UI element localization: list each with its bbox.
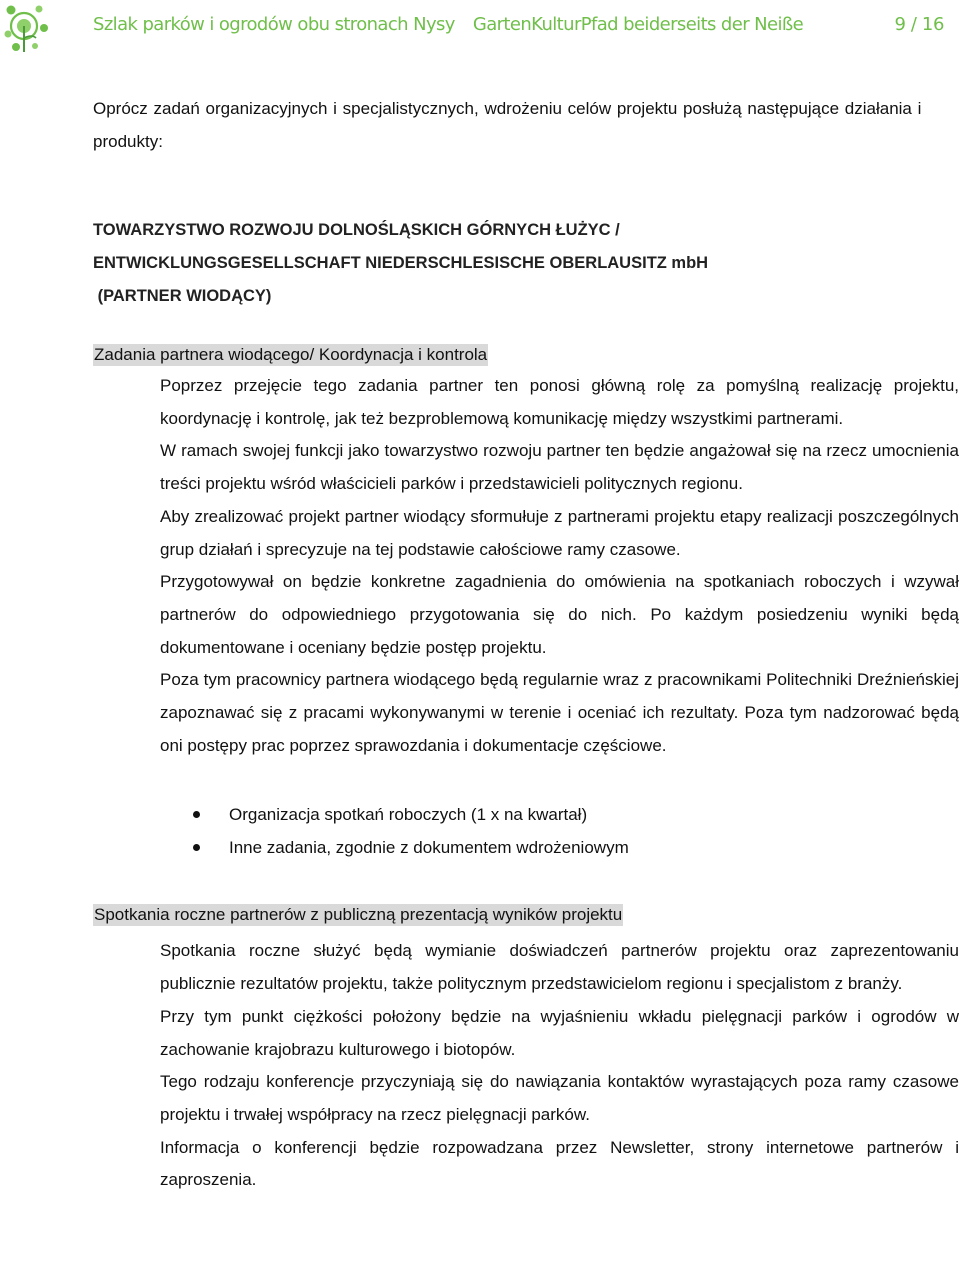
- list-item-text: Organizacja spotkań roboczych (1 x na kwartał): [229, 805, 588, 825]
- task-bullet-list: [93, 798, 959, 864]
- park-logo-icon: [2, 2, 50, 54]
- document-body: [93, 92, 959, 1197]
- paragraph: Poprzez przejęcie tego zadania partner ten ponosi główną rolę za pomyślną realizację projektu, koordynację i kontrolę, jak też bezproblemową komunikację między wszystkimi partnerami.: [160, 376, 959, 428]
- organization-line-1: TOWARZYSTWO ROZWOJU DOLNOŚLĄSKICH GÓRNYCH ŁUŻYC /: [93, 221, 620, 239]
- bullet-icon: [193, 811, 200, 818]
- organization-line-2: ENTWICKLUNGSGESELLSCHAFT NIEDERSCHLESISCHE OBERLAUSITZ mbH: [93, 254, 709, 272]
- paragraph: Przygotowywał on będzie konkretne zagadnienia do omówienia na spotkaniach roboczych i wzywał partnerów do odpowiedniego przygotowania się do nich. Po każdym posiedzeniu wyniki będą dokumentowane i oceniany będzie postęp projektu.: [160, 572, 959, 657]
- list-item: [93, 798, 959, 831]
- header-title: [93, 14, 803, 35]
- header-title-de: GartenKulturPfad beiderseits der Neiße: [472, 14, 804, 35]
- page-number: 9 / 16: [894, 14, 944, 35]
- section-annual-meetings-text: [160, 935, 959, 1197]
- section-coordination-text: [160, 370, 959, 762]
- paragraph: Aby zrealizować projekt partner wiodący sformułuje z partnerami projektu etapy realizacji poszczególnych grup działań i sprecyzuje na tej podstawie całościowe ramy czasowe.: [160, 506, 959, 559]
- page-header: [0, 0, 960, 56]
- bullet-icon: [193, 844, 200, 851]
- section-heading-annual-meetings: Spotkania roczne partnerów z publiczną prezentacją wyników projektu: [94, 905, 623, 925]
- paragraph: Spotkania roczne służyć będą wymianie doświadczeń partnerów projektu oraz zaprezentowaniu publicznie rezultatów projektu, także politycznym przedstawicielom regionu i specjalistom z branży.: [160, 941, 959, 994]
- paragraph: Informacja o konferencji będzie rozpowadzana przez Newsletter, strony internetowe partnerów i zaproszenia.: [160, 1137, 959, 1190]
- paragraph: Poza tym pracownicy partnera wiodącego będą regularnie wraz z pracownikami Politechniki Dreźnieńskiej zapoznawać się z pracami wykonywanymi w terenie i oceniać ich rezultaty. Poza tym nadzorować będą oni postępy prac poprzez sprawozdania i dokumentacje częściowe.: [160, 670, 959, 755]
- intro-paragraph: Oprócz zadań organizacyjnych i specjalistycznych, wdrożeniu celów projektu posłużą następujące działania i produkty:: [93, 99, 922, 151]
- paragraph: W ramach swojej funkcji jako towarzystwo rozwoju partner ten będzie angażował się na rzecz umocnienia treści projektu wśród właścicieli parków i przedstawicieli politycznych regionu.: [160, 441, 959, 494]
- list-item-text: Inne zadania, zgodnie z dokumentem wdrożeniowym: [229, 838, 629, 858]
- organization-heading: [93, 214, 959, 313]
- paragraph: Przy tym punkt ciężkości położony będzie na wyjaśnieniu wkładu pielęgnacji parków i ogrodów w zachowanie krajobrazu kulturowego i biotopów.: [160, 1006, 959, 1059]
- paragraph: Tego rodzaju konferencje przyczyniają się do nawiązania kontaktów wyrastających poza ramy czasowe projektu i trwałej współpracy na rzecz pielęgnacji parków.: [160, 1072, 959, 1124]
- list-item: [93, 831, 959, 864]
- section-heading-coordination: Zadania partnera wiodącego/ Koordynacja i kontrola: [94, 345, 488, 364]
- header-title-pl: Szlak parków i ogrodów obu stronach Nysy: [93, 14, 455, 35]
- organization-line-3: (PARTNER WIODĄCY): [93, 287, 272, 305]
